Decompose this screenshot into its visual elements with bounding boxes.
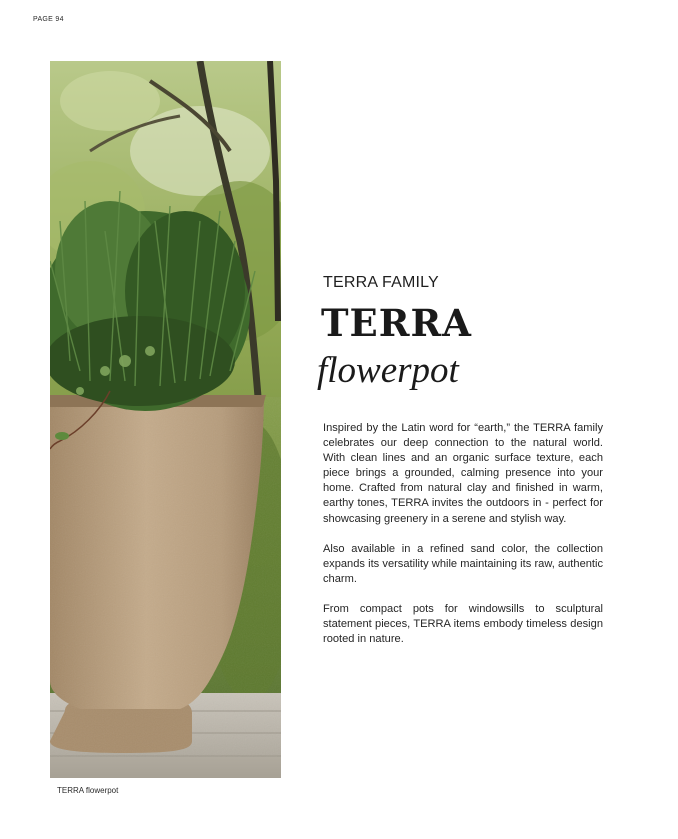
description-paragraph-3: From compact pots for windowsills to sculptural statement pieces, TERRA items embody timeless design rooted in nature. [323,602,603,646]
description-paragraph-2: Also available in a refined sand color, the collection expands its versatility while maintaining its raw, authentic charm. [323,542,603,585]
product-photo [50,61,281,778]
product-description [323,421,603,662]
product-title: TERRA [321,301,472,345]
photo-caption: TERRA flowerpot [57,786,119,795]
terra-flowerpot-photo [50,61,281,778]
description-paragraph-1: Inspired by the Latin word for “earth,” the TERRA family celebrates our deep connection to the natural world. With clean lines and an organic surface texture, each piece brings a grounded, calming presence into your home. Crafted from natural clay and finished in warm, earthy tones, TERRA invites the outdoors in - perfect for showcasing greenery in a serene and stylish way. [323,422,603,525]
family-label: TERRA FAMILY [323,274,439,291]
product-subtitle: flowerpot [317,350,459,391]
page-number: PAGE 94 [33,16,64,23]
